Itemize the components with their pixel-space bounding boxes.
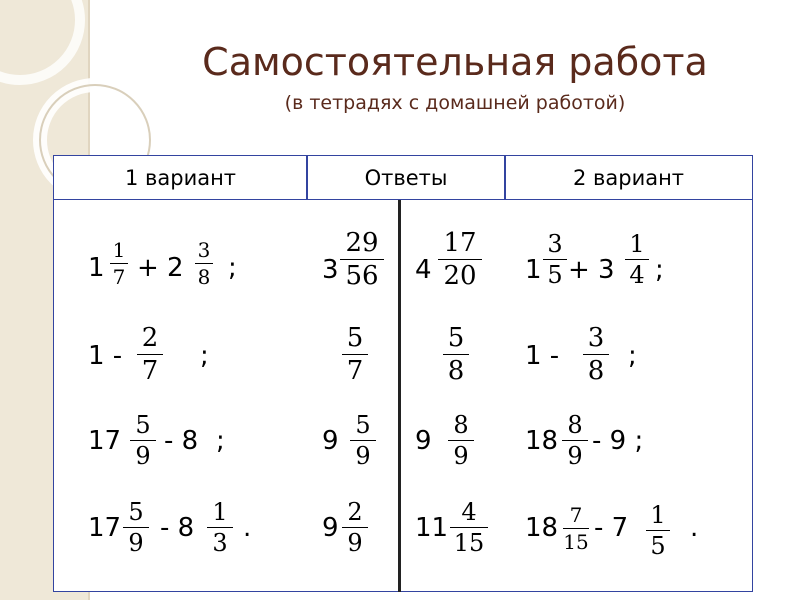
v2-r3-op: - 9 ;: [592, 426, 644, 456]
page-subtitle: (в тетрадях с домашней работой): [284, 92, 626, 114]
v1-r2-fraction: 2 7: [137, 325, 163, 384]
v2-r4-op: - 7: [594, 513, 629, 543]
ans-b3-whole: 9: [415, 426, 432, 456]
ans-a1-whole: 3: [322, 255, 339, 285]
v2-r4-fraction-2: 1 5: [646, 503, 670, 558]
v1-r1-op: + 2: [137, 253, 184, 283]
v2-r1-end: ;: [655, 255, 664, 285]
ans-a3-fraction: 5 9: [350, 413, 376, 468]
v1-r4-op: - 8: [160, 513, 195, 543]
ans-a4-whole: 9: [322, 513, 339, 543]
header-divider: [504, 156, 506, 200]
ans-b4-whole: 11: [415, 513, 449, 543]
ans-a2-fraction: 5 7: [342, 325, 368, 384]
v1-r1-fraction-2: 3 8: [195, 240, 213, 287]
v1-r3-fraction: 5 9: [130, 413, 156, 468]
v2-r4-whole: 18: [525, 513, 559, 543]
ans-b3-fraction: 8 9: [448, 413, 474, 468]
header-variant-1: 1 вариант: [54, 156, 307, 200]
v2-r3-fraction: 8 9: [562, 413, 588, 468]
header-variant-2: 2 вариант: [505, 156, 752, 200]
v1-r1-fraction-1: 1 7: [110, 240, 128, 287]
header-divider: [306, 156, 308, 200]
v2-r1-op: + 3: [568, 255, 615, 285]
v1-r3-end: ;: [216, 426, 225, 456]
v1-r3-op: - 8: [164, 426, 199, 456]
ans-a4-fraction: 2 9: [342, 500, 368, 555]
v1-r4-fraction-1: 5 9: [123, 500, 149, 555]
ans-b1-fraction: 17 20: [438, 230, 482, 289]
v2-r1-whole: 1: [525, 255, 542, 285]
v2-r1-fraction-2: 1 4: [625, 232, 649, 287]
page-title: Самостоятельная работа: [202, 40, 708, 84]
v1-r4-fraction-2: 1 3: [207, 500, 233, 555]
v2-r3-whole: 18: [525, 426, 559, 456]
header-answers: Ответы: [307, 156, 505, 200]
ans-b1-whole: 4: [415, 255, 432, 285]
v1-r2-whole: 1 -: [88, 341, 123, 371]
v2-r2-whole: 1 -: [525, 341, 560, 371]
v1-r4-whole: 17: [88, 513, 122, 543]
ans-b2-fraction: 5 8: [443, 325, 469, 384]
ans-a1-fraction: 29 56: [340, 230, 384, 289]
v2-r2-fraction: 3 8: [583, 325, 609, 384]
ans-b4-fraction: 4 15: [450, 500, 488, 555]
v1-r3-whole: 17: [88, 426, 122, 456]
v1-r1-end: ;: [228, 253, 237, 283]
v2-r4-end: .: [690, 513, 699, 543]
v1-r2-end: ;: [200, 341, 209, 371]
v1-r1-whole: 1: [88, 253, 105, 283]
answers-divider: [398, 200, 401, 592]
v2-r1-fraction-1: 3 5: [543, 232, 567, 287]
v2-r2-end: ;: [628, 341, 637, 371]
v2-r4-fraction-1: 7 15: [563, 503, 589, 554]
v1-r4-end: .: [243, 513, 252, 543]
ans-a3-whole: 9: [322, 426, 339, 456]
